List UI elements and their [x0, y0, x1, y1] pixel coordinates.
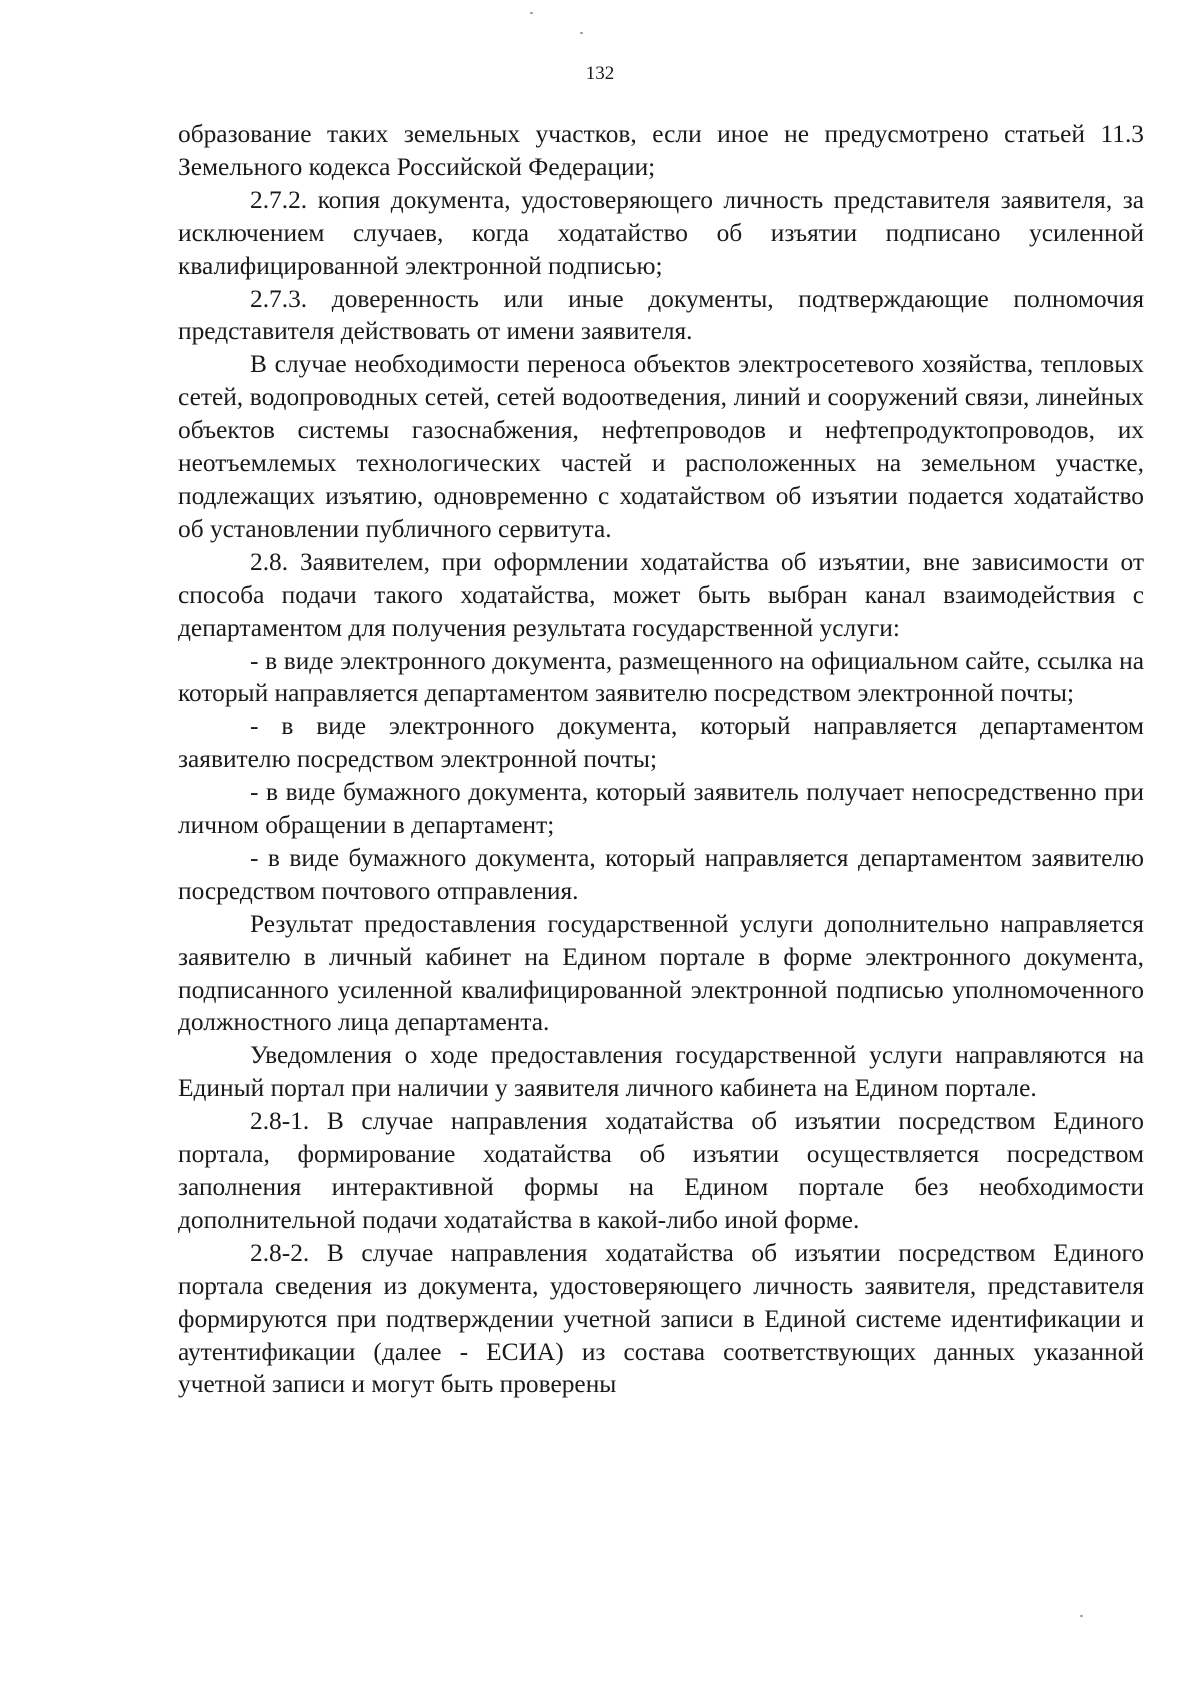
paragraph: Уведомления о ходе предоставления государственной услуги направляются на Единый портал при наличии у заявителя личного кабинета на Едином портале.	[178, 1041, 1144, 1103]
paragraph: 2.7.2. копия документа, удостоверяющего личность представителя заявителя, за исключением случаев, когда ходатайство об изъятии подписано усиленной квалифицированной электронной подписью;	[178, 185, 1144, 280]
list-item: - в виде электронного документа, размещенного на официальном сайте, ссылка на который направляется департаментом заявителю посредством электронной почты;	[178, 646, 1144, 708]
paragraph: Результат предоставления государственной услуги дополнительно направляется заявителю в личный кабинет на Едином портале в форме электронного документа, подписанного усиленной квалифицированной электронной подписью уполномоченного должностного лица департамента.	[178, 909, 1144, 1037]
paragraph: В случае необходимости переноса объектов электросетевого хозяйства, тепловых сетей, водопроводных сетей, сетей водоотведения, линий и сооружений связи, линейных объектов системы газоснабжения, нефтепроводов и нефтепродуктопроводов, их неотъемлемых технологических частей и расположенных на земельном участке, подлежащих изъятию, одновременно с ходатайством об изъятии подается ходатайство об установлении публичного сервитута.	[178, 350, 1144, 543]
paragraph: образование таких земельных участков, если иное не предусмотрено статьей 11.3 Земельного кодекса Российской Федерации;	[178, 120, 1144, 181]
list-item: - в виде электронного документа, который направляется департаментом заявителю посредством электронной почты;	[178, 712, 1144, 774]
list-item: - в виде бумажного документа, который заявитель получает непосредственно при личном обращении в департамент;	[178, 778, 1144, 840]
page-number: 132	[585, 63, 615, 84]
scan-speck	[530, 12, 533, 14]
paragraph: 2.7.3. доверенность или иные документы, подтверждающие полномочия представителя действовать от имени заявителя.	[178, 284, 1144, 346]
paragraph: 2.8-2. В случае направления ходатайства об изъятии посредством Единого портала сведения из документа, удостоверяющего личность заявителя, представителя формируются при подтверждении учетной записи в Единой системе идентификации и аутентификации (далее - ЕСИА) из состава соответствующих данных указанной учетной записи и могут быть проверены	[178, 1238, 1144, 1399]
scan-speck	[1080, 1615, 1083, 1617]
paragraph: 2.8. Заявителем, при оформлении ходатайства об изъятии, вне зависимости от способа подачи такого ходатайства, может быть выбран канал взаимодействия с департаментом для получения результата государственной услуги:	[178, 547, 1144, 642]
paragraph: 2.8-1. В случае направления ходатайства об изъятии посредством Единого портала, формирование ходатайства об изъятии осуществляется посредством заполнения интерактивной формы на Едином портале без необходимости дополнительной подачи ходатайства в какой-либо иной форме.	[178, 1107, 1144, 1234]
list-item: - в виде бумажного документа, который направляется департаментом заявителю посредством почтового отправления.	[178, 843, 1144, 905]
document-body	[178, 118, 1144, 1401]
scan-speck	[580, 32, 583, 34]
